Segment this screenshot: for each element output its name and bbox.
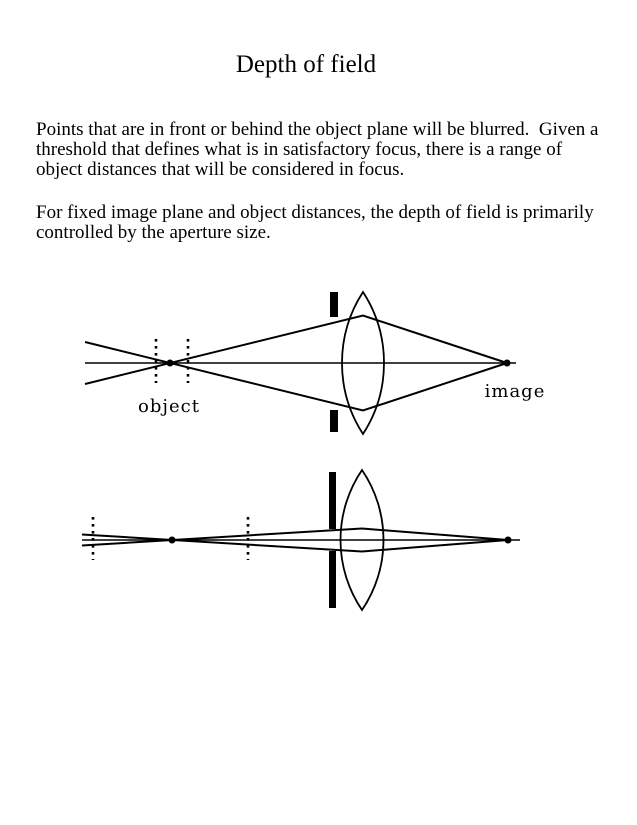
object-label: object: [138, 396, 200, 417]
image-label: image: [484, 381, 546, 402]
object-point: [169, 537, 176, 544]
aperture-stop: [330, 410, 338, 432]
light-ray: [82, 535, 508, 552]
light-ray: [85, 316, 507, 385]
image-point: [504, 360, 511, 367]
text-line: controlled by the aperture size.: [36, 222, 271, 243]
image-point: [505, 537, 512, 544]
diagram-large-aperture: [85, 292, 545, 434]
object-point: [167, 360, 174, 367]
aperture-stop: [329, 551, 336, 608]
page-title: Depth of field: [235, 51, 377, 78]
light-ray: [82, 529, 508, 546]
text-line: object distances that will be considered in focus.: [36, 159, 405, 180]
aperture-stop: [330, 292, 338, 317]
text-line: Points that are in front or behind the object plane will be blurred. Given a: [36, 119, 599, 140]
aperture-stop: [329, 472, 336, 529]
text-line: For fixed image plane and object distances, the depth of field is primarily: [36, 202, 594, 223]
text-line: threshold that defines what is in satisfactory focus, there is a range of: [36, 139, 563, 160]
diagram-small-aperture: [82, 470, 520, 610]
